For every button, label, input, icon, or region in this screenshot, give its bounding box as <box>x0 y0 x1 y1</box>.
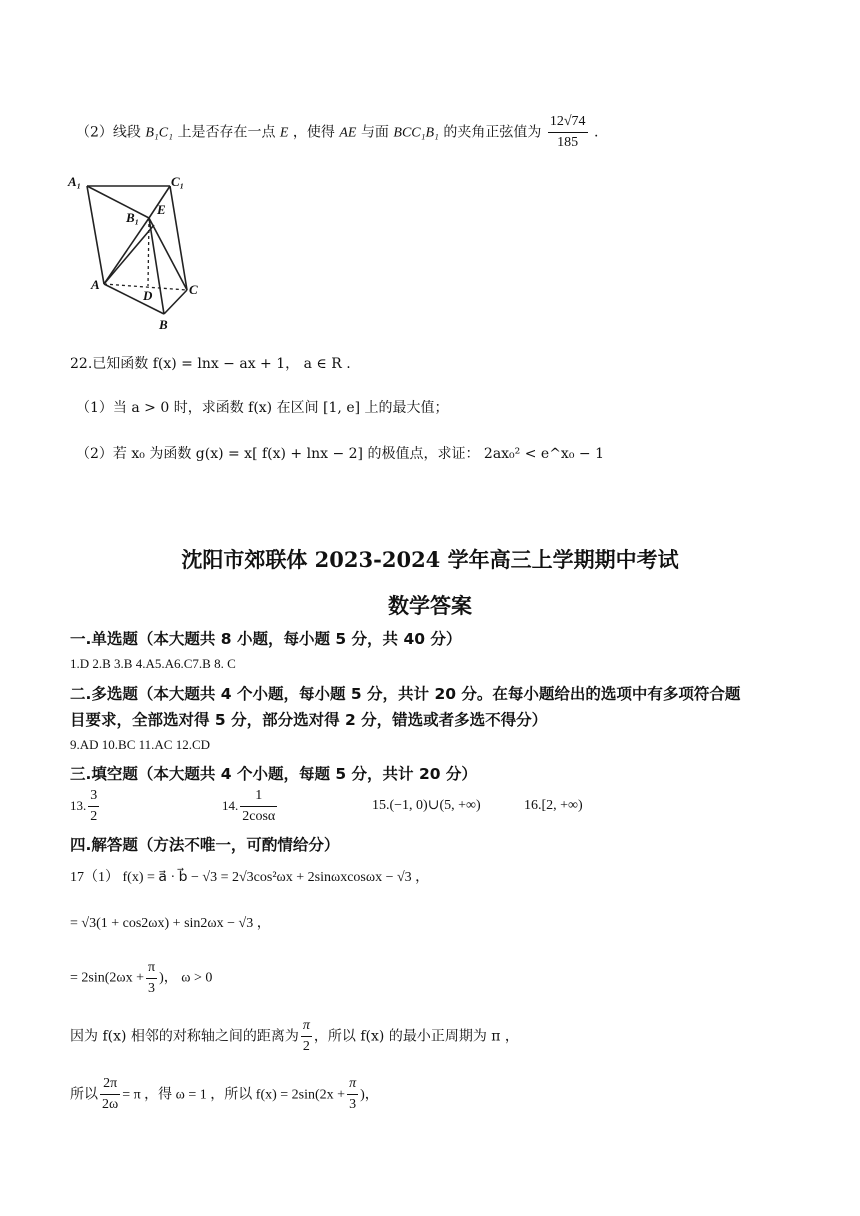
sol17-line5-den: 2ω <box>102 1097 119 1112</box>
label-c: C <box>189 282 198 297</box>
sol17-line5 <box>70 1074 379 1115</box>
q22-part2: （2）若 x₀ 为函数 g(x) = x[ f(x) + lnx − 2] 的极值点，求证： 2ax₀² < e^x₀ − 1 <box>76 446 604 462</box>
answer-14-fraction <box>240 786 277 827</box>
q21-plane: BCC₁B₁ <box>393 125 439 141</box>
q21-text: ，使得 <box>292 124 335 141</box>
sol17-line5-den2: 3 <box>349 1097 357 1112</box>
sol17-line5-a: 所以 <box>70 1086 98 1103</box>
prism-figure <box>62 172 212 332</box>
sol17-line3-fraction <box>146 958 157 999</box>
q21-part2-line <box>76 112 598 153</box>
sol17-line5-fraction-1 <box>100 1074 120 1115</box>
answer-14-num: 1 <box>240 786 277 807</box>
section-2-heading-line1: 二.多选题（本大题共 4 个小题，每小题 5 分，共计 20 分。在每小题给出的选项中有多项符合题 <box>70 685 741 703</box>
section-2-answers: 9.AD 10.BC 11.AC 12.CD <box>70 737 211 752</box>
sol17-line1: 17（1） f(x) = a⃗ · b⃗ − √3 = 2√3cos²ωx + 2sinωxcosωx − √3 ， <box>70 870 430 885</box>
q21-text: 上是否存在一点 <box>177 124 276 141</box>
answer-13-den: 2 <box>88 806 99 827</box>
label-a1: A₁ <box>68 174 82 189</box>
edge-a1a <box>87 186 104 284</box>
sol17-line5-c: )， <box>360 1087 379 1103</box>
sol17-line4-den: 2 <box>302 1039 310 1054</box>
label-a: A <box>91 277 100 292</box>
sol17-line4-num: π <box>301 1016 312 1037</box>
section-1-heading: 一.单选题（本大题共 8 小题，每小题 5 分，共 40 分） <box>70 630 462 648</box>
sol17-line4-b: ，所以 f(x) 的最小正周期为 π ， <box>313 1028 519 1045</box>
answer-16: 16.[2, +∞) <box>524 798 583 813</box>
answer-13-label: 13. <box>70 798 87 813</box>
answer-13-num: 3 <box>90 788 98 803</box>
edge-ab <box>104 284 164 314</box>
sol17-line3 <box>70 958 212 999</box>
answer-subtitle: 数学答案 <box>388 593 472 618</box>
section-1-answers: 1.D 2.B 3.B 4.A5.A6.C7.B 8. C <box>70 656 236 671</box>
label-b1: B₁ <box>126 210 140 225</box>
sol17-line3-den: 3 <box>148 981 156 996</box>
label-c1: C₁ <box>171 174 185 189</box>
q21-frac-numerator: 12√74 <box>548 112 588 133</box>
q22-part1: （1）当 a > 0 时，求函数 f(x) 在区间 [1, e] 上的最大值； <box>76 400 449 416</box>
sol17-line3-b: )， ω > 0 <box>159 970 213 986</box>
sol17-line5-num2: π <box>347 1074 358 1095</box>
sol17-line4-a: 因为 f(x) 相邻的对称轴之间的距离为 <box>70 1028 299 1045</box>
sol17-line3-a: = 2sin(2ωx + <box>70 970 145 986</box>
sol17-line5-num: 2π <box>100 1074 120 1095</box>
sol17-line3-num: π <box>146 958 157 979</box>
q21-segment: B₁C₁ <box>145 125 173 141</box>
q21-text: （2）线段 <box>76 124 141 141</box>
edge-ae <box>104 225 154 284</box>
answer-13-fraction <box>88 786 99 827</box>
edge-ab1 <box>104 218 149 284</box>
q21-point: E <box>279 125 289 141</box>
edge-a1b1 <box>87 186 149 218</box>
answer-14-label: 14. <box>222 798 239 813</box>
q21-period: . <box>593 124 599 141</box>
label-e: E <box>157 202 166 217</box>
answer-13 <box>70 786 101 827</box>
sol17-line4-fraction <box>301 1016 312 1057</box>
label-d: D <box>143 288 153 303</box>
q21-line-ae: AE <box>339 125 357 141</box>
answer-15: 15.(−1, 0)∪(5, +∞) <box>372 798 481 813</box>
q21-text: 与面 <box>360 124 389 141</box>
sol17-line4 <box>70 1016 519 1057</box>
q22-stem: 22.已知函数 f(x) = lnx − ax + 1， a ∈ R . <box>70 356 351 372</box>
section-4-heading: 四.解答题（方法不唯一，可酌情给分） <box>70 836 340 854</box>
sol17-line5-fraction-2 <box>347 1074 358 1115</box>
label-b: B <box>159 317 168 332</box>
sol17-line2: = √3(1 + cos2ωx) + sin2ωx − √3 ， <box>70 916 271 931</box>
edge-bc <box>164 290 187 314</box>
edge-b1d-hidden <box>148 218 149 286</box>
section-2-heading-line2: 目要求，全部选对得 5 分，部分选对得 2 分，错选或者多选不得分） <box>70 711 548 729</box>
q21-frac-denominator: 185 <box>557 135 579 150</box>
q21-text: 的夹角正弦值为 <box>443 124 542 141</box>
answer-title: 沈阳市郊联体 2023-2024 学年高三上学期期中考试 <box>181 547 679 572</box>
sol17-line5-b: = π ，得 ω = 1 ，所以 f(x) = 2sin(2x + <box>122 1087 346 1103</box>
section-3-heading: 三.填空题（本大题共 4 个小题，每题 5 分，共计 20 分） <box>70 765 477 783</box>
answer-14 <box>222 786 279 827</box>
answer-14-den: 2cosα <box>242 809 276 824</box>
q21-fraction <box>548 112 588 153</box>
